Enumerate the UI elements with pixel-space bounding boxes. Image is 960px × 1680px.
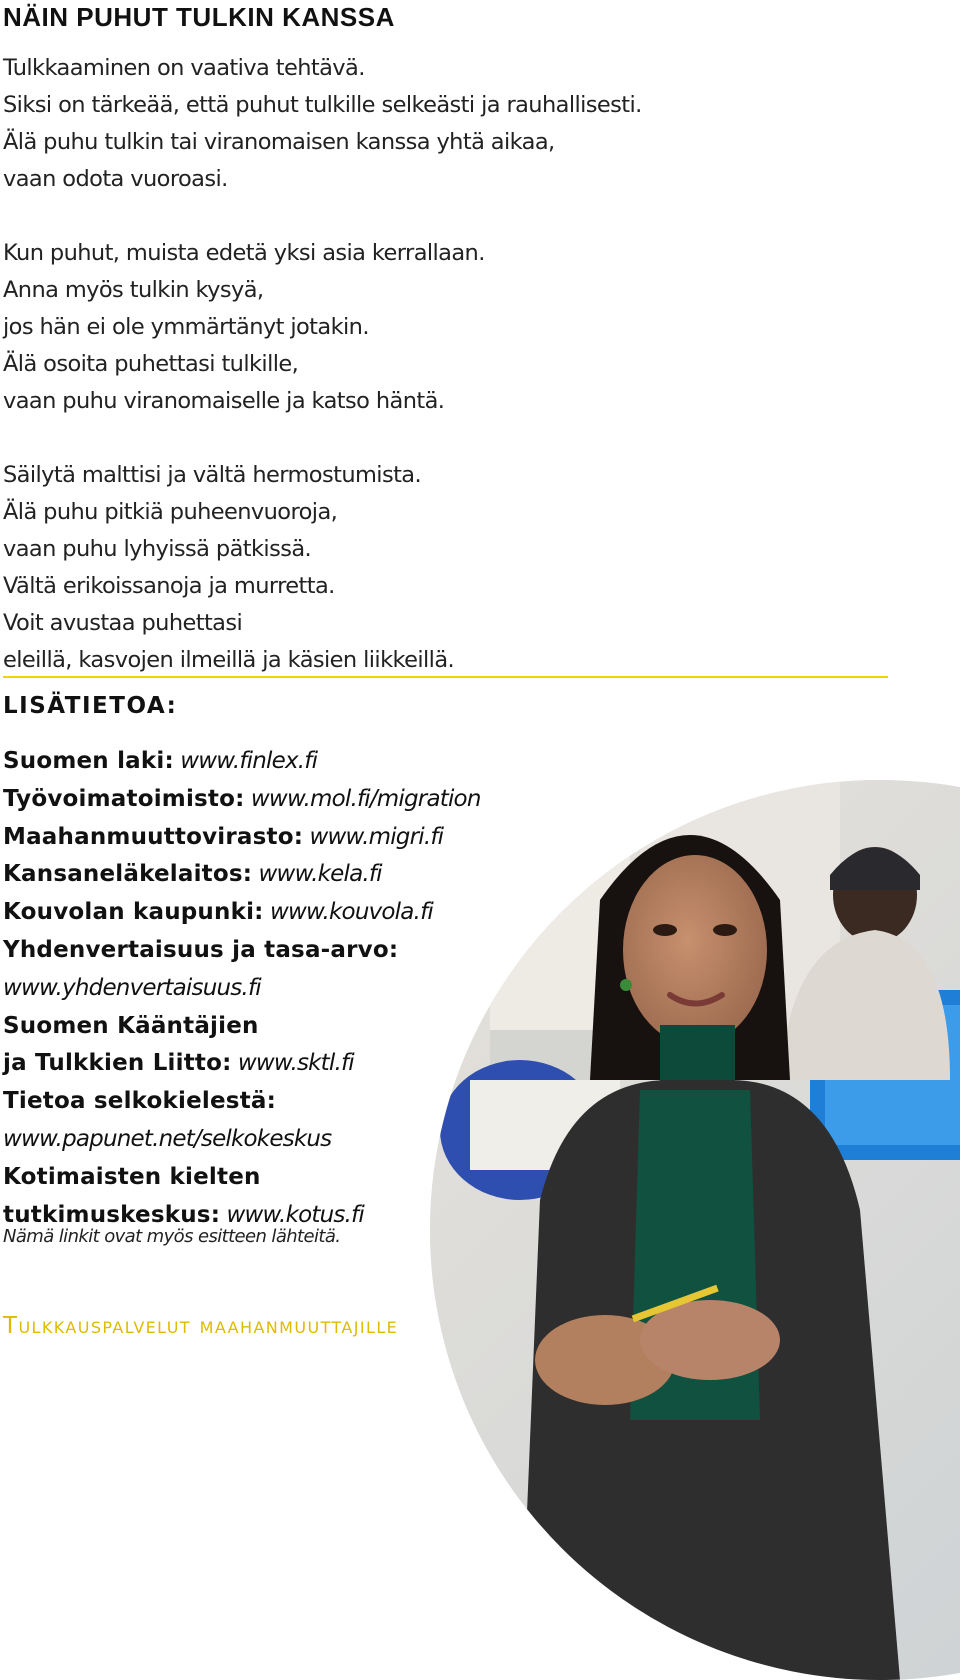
kouvola-link[interactable]: www.kouvola.fi: [269, 899, 433, 926]
link-row-finlex: [3, 742, 563, 780]
sktl-link[interactable]: www.sktl.fi: [237, 1050, 354, 1077]
info-links-list: [3, 742, 563, 1233]
advice-line: Kun puhut, muista edetä yksi asia kerrallaan.: [3, 240, 485, 266]
advice-paragraph: [3, 457, 903, 679]
link-label: Maahanmuuttovirasto:: [3, 823, 304, 850]
link-label: Suomen laki:: [3, 748, 174, 774]
advice-line: Älä puhu tulkin tai viranomaisen kanssa yhtä aikaa,: [3, 129, 555, 155]
advice-paragraph: [3, 235, 903, 420]
advice-line: vaan odota vuoroasi.: [3, 166, 228, 192]
link-label: Kansaneläkelaitos:: [3, 861, 253, 888]
link-label: tutkimuskeskus:: [3, 1201, 221, 1228]
link-row-papunet-url: [3, 1120, 563, 1158]
advice-line: Vältä erikoissanoja ja murretta.: [3, 573, 335, 599]
more-info-heading: LISÄTIETOA:: [3, 693, 178, 719]
advice-line: Anna myös tulkin kysyä,: [3, 277, 264, 303]
link-row-kotus-label: [3, 1158, 563, 1196]
link-label: Yhdenvertaisuus ja tasa-arvo:: [3, 936, 399, 963]
footer-brand-text: Tulkkauspalvelut maahanmuuttajille: [3, 1313, 399, 1339]
advice-line: jos hän ei ole ymmärtänyt jotakin.: [3, 314, 369, 340]
papunet-link[interactable]: www.papunet.net/selkokeskus: [3, 1125, 332, 1152]
advice-line: Tulkkaaminen on vaativa tehtävä.: [3, 55, 365, 81]
link-row-kela: [3, 855, 563, 893]
link-label: Suomen Kääntäjien: [3, 1012, 259, 1039]
advice-line: Älä osoita puhettasi tulkille,: [3, 351, 299, 377]
advice-line: eleillä, kasvojen ilmeillä ja käsien liikkeillä.: [3, 647, 455, 673]
yellow-divider: [3, 676, 888, 678]
sources-note: Nämä linkit ovat myös esitteen lähteitä.: [3, 1226, 341, 1247]
advice-line: Älä puhu pitkiä puheenvuoroja,: [3, 499, 338, 525]
link-label: Tietoa selkokielestä:: [3, 1088, 277, 1115]
link-row-mol: [3, 780, 563, 818]
link-row-migri: [3, 818, 563, 856]
finlex-link[interactable]: www.finlex.fi: [180, 748, 318, 774]
link-row-sktl: [3, 1044, 563, 1082]
link-label: Työvoimatoimisto:: [3, 785, 245, 812]
link-row-papunet-label: [3, 1082, 563, 1120]
link-label: ja Tulkkien Liitto:: [3, 1050, 232, 1077]
advice-line: vaan puhu lyhyissä pätkissä.: [3, 536, 312, 562]
kela-link[interactable]: www.kela.fi: [258, 861, 382, 888]
page-title: NÄIN PUHUT TULKIN KANSSA: [3, 2, 395, 32]
advice-line: vaan puhu viranomaiselle ja katso häntä.: [3, 388, 445, 414]
advice-line: Voit avustaa puhettasi: [3, 610, 243, 636]
advice-paragraph: [3, 50, 903, 198]
link-row-yhdenvertaisuus-label: [3, 931, 563, 969]
link-row-kouvola: [3, 893, 563, 931]
kotus-link[interactable]: www.kotus.fi: [226, 1201, 364, 1228]
mol-link[interactable]: www.mol.fi/migration: [250, 785, 481, 812]
link-label: Kouvolan kaupunki:: [3, 899, 264, 926]
link-row-sktl-label: [3, 1007, 563, 1045]
link-row-yhdenvertaisuus-url: [3, 969, 563, 1007]
advice-line: Säilytä malttisi ja vältä hermostumista.: [3, 462, 422, 488]
interpreter-advice-text: [3, 50, 903, 679]
migri-link[interactable]: www.migri.fi: [309, 823, 444, 850]
yhdenvertaisuus-link[interactable]: www.yhdenvertaisuus.fi: [3, 974, 261, 1001]
advice-line: Siksi on tärkeää, että puhut tulkille selkeästi ja rauhallisesti.: [3, 92, 642, 118]
link-label: Kotimaisten kielten: [3, 1163, 261, 1190]
